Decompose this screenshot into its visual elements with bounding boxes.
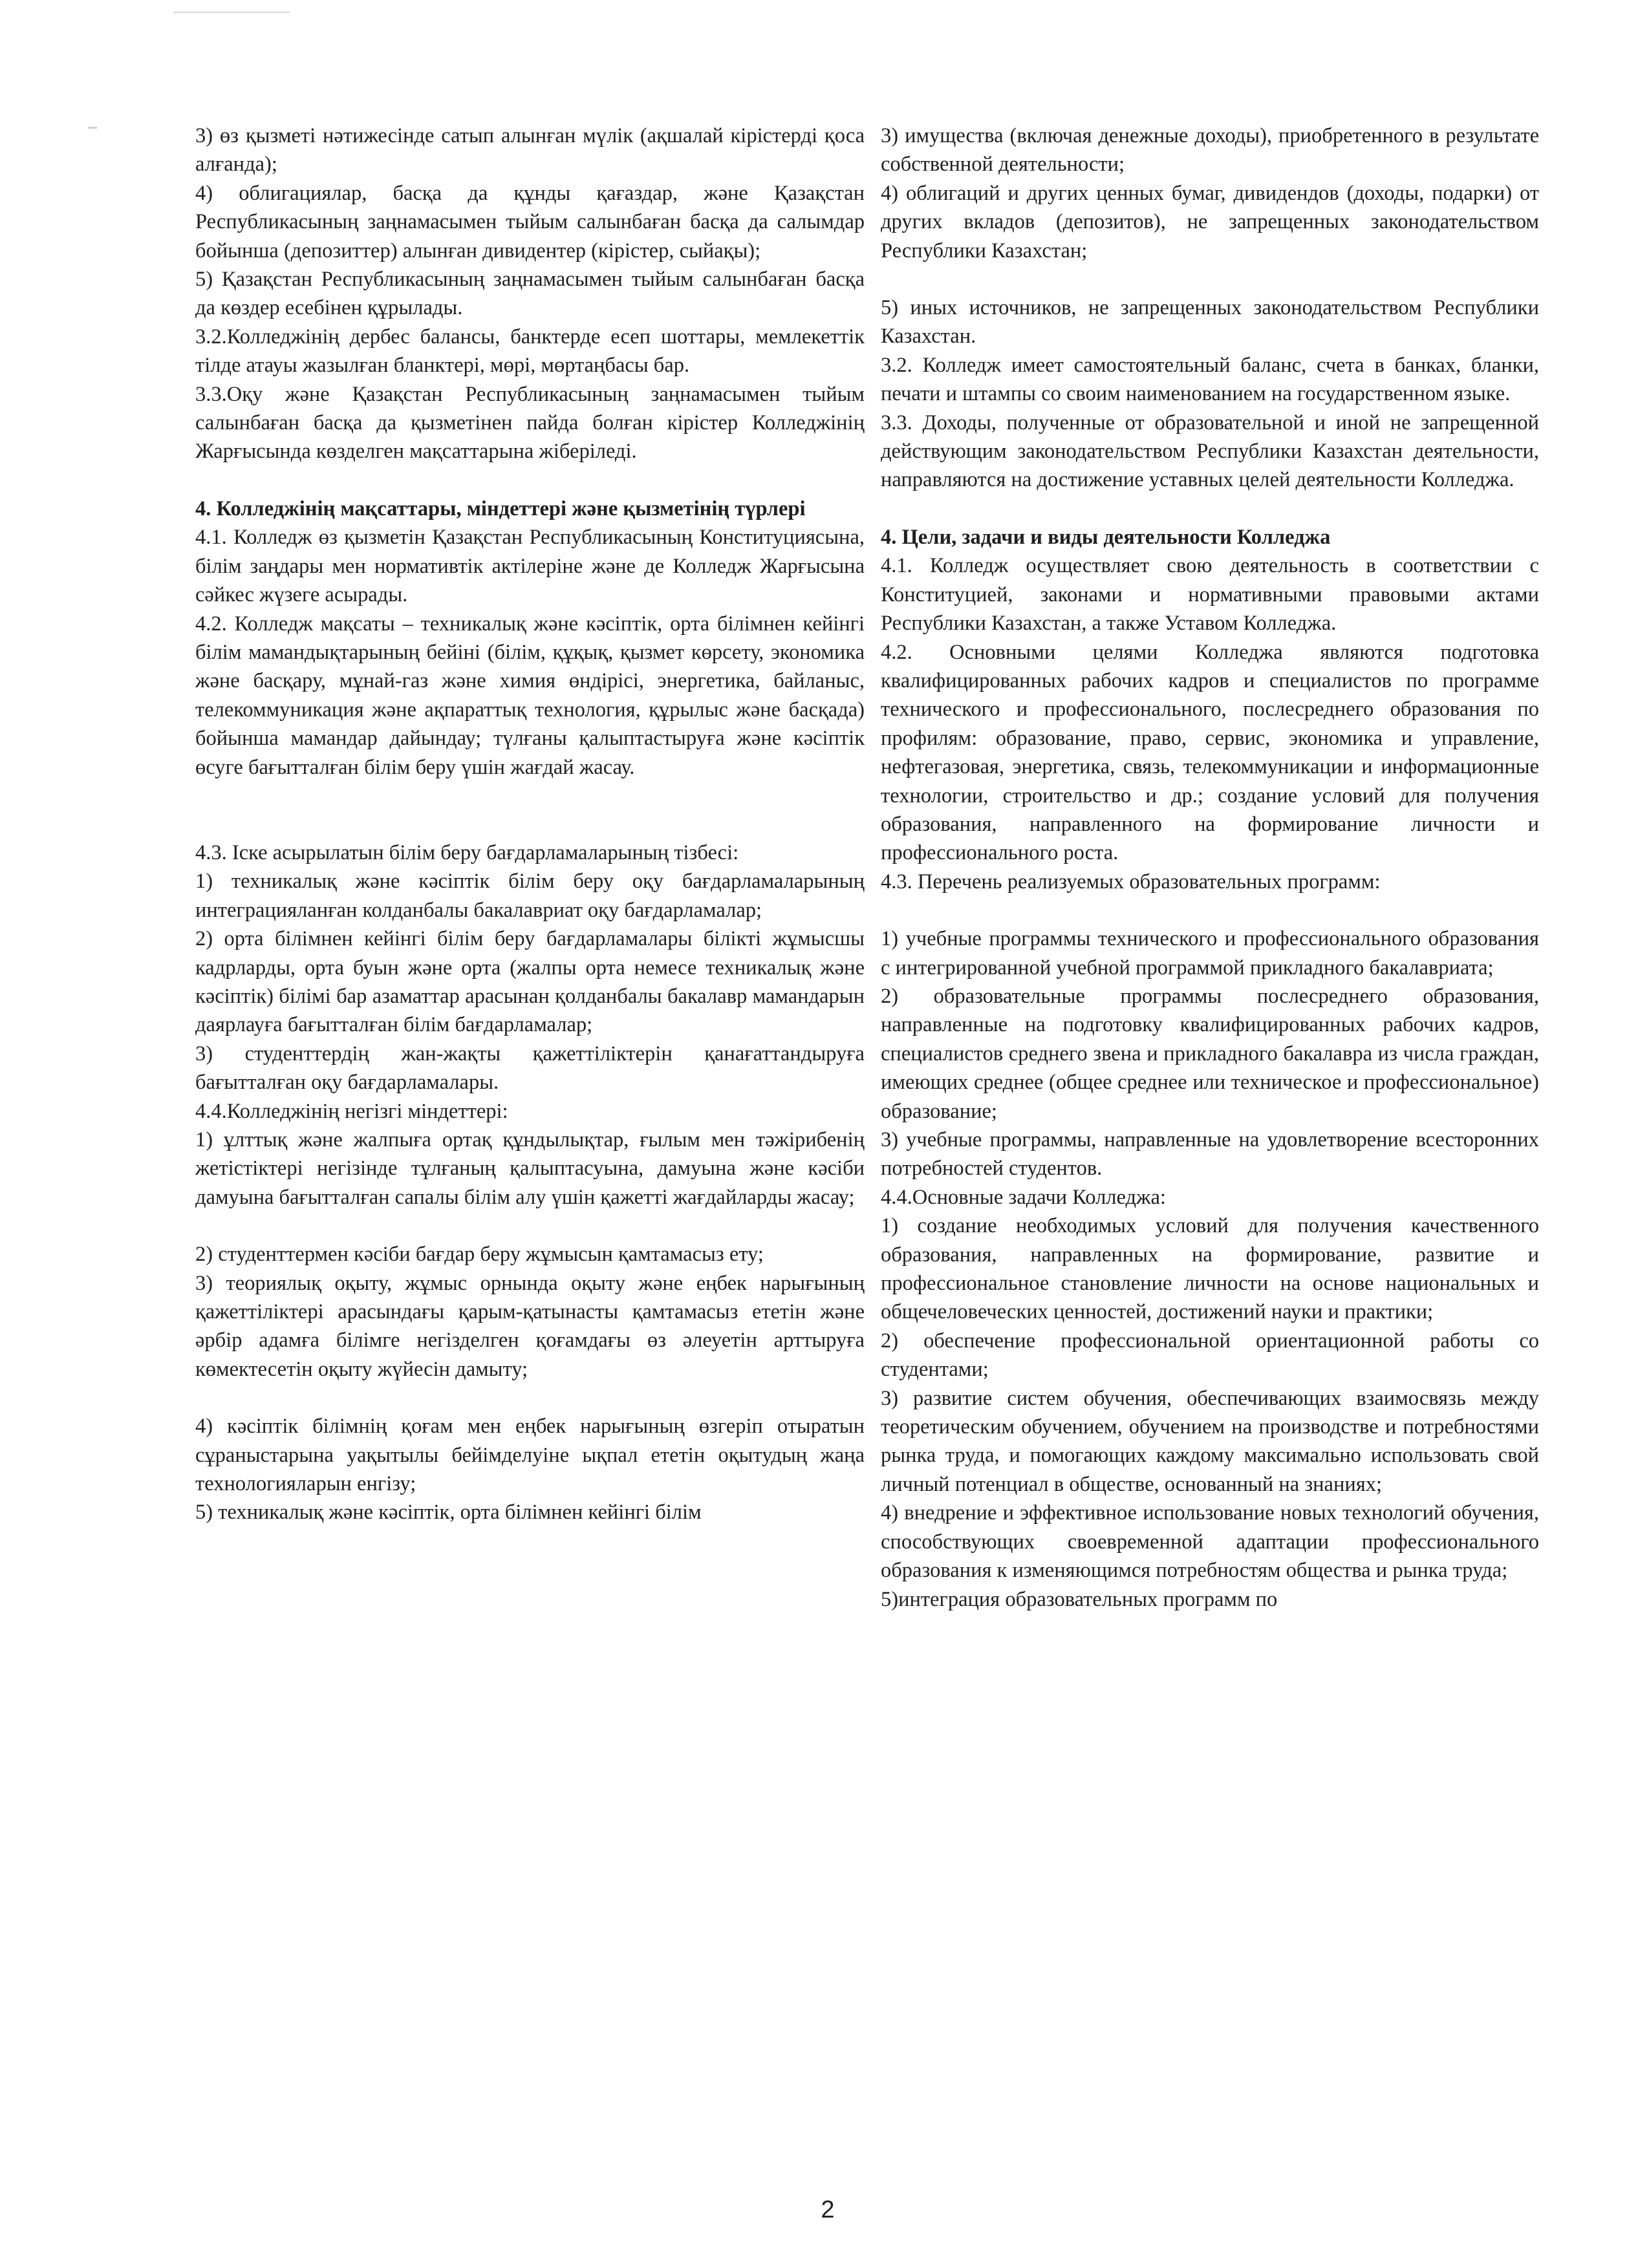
kk-paragraph: 4.2. Колледж мақсаты – техникалық және кәсіптік, орта білімнен кейінгі білім мамандықтарының бейіні (білім, құқық, қызмет көрсету, экономика және басқару, мұнай-газ және химия өндірісі, энергетика, байланыс, телекоммуникация және ақпараттық технология, құрылыс және басқада) бойынша мамандар дайындау; түлғаны қалыптастыруға және кәсіптік өсуге бағытталған білім беру үшін жағдай жасау.	[195, 612, 865, 779]
spacer	[195, 1212, 865, 1240]
kk-paragraph: 3) теориялық оқыту, жұмыс орнында оқыту және еңбек нарығының қажеттіліктері арасындағы қарым-қатынасты қамтамасыз ететін және әрбір адамға білімге негізделген қоғамдағы өз әлеуетін арттыруға көмектесетін оқыту жүйесін дамыту;	[195, 1271, 865, 1381]
ru-paragraph: 1) учебные программы технического и профессионального образования с интегрированной учебной программой прикладного бакалавриата;	[881, 927, 1539, 979]
kk-paragraph: 1) ұлттық және жалпыға ортақ құндылықтар, ғылым мен тәжірибенің жетістіктері негізінде тұлғаның қалыптасуына, дамуына және кәсіби дамуына бағытталған сапалы білім алу үшін қажетті жағдайларды жасау;	[195, 1128, 865, 1209]
spacer	[881, 265, 1539, 294]
kk-paragraph: 3) өз қызметі нәтижесінде сатып алынған мүлік (ақшалай кірістерді қоса алғанда);	[195, 124, 865, 177]
kk-paragraph: 3.2.Колледжінің дербес балансы, банктерде есеп шоттары, мемлекеттік тілде атауы жазылған бланктері, мөрі, мөртаңбасы бар.	[195, 325, 865, 378]
kk-paragraph: 4.1. Колледж өз қызметін Қазақстан Республикасының Конституциясына, білім заңдары мен нормативтік актілеріне және де Колледж Жарғысына сәйкес жүзеге асырады.	[195, 526, 865, 607]
scan-dust-mark	[88, 127, 97, 129]
russian-text-column	[881, 122, 1539, 1614]
kk-paragraph: 4) облигациялар, басқа да құнды қағаздар, және Қазақстан Республикасының заңнамасымен тыйым салынбаған басқа да салымдар бойынша (депозиттер) алынған дивидентер (кірістер, сыйақы);	[195, 181, 865, 262]
kk-paragraph: 2) орта білімнен кейінгі білім беру бағдарламалары білікті жұмысшы кадрларды, орта буын және орта (жалпы орта немесе техникалық және кәсіптік) білімі бар азаматтар арасынан қолданбалы бакалавр мамандарын даярлауға бағытталған білім бағдарламалар;	[195, 927, 865, 1037]
ru-paragraph: 5)интеграция образовательных программ по	[881, 1587, 1278, 1611]
ru-paragraph: 4) внедрение и эффективное использование новых технологий обучения, способствующих своевременной адаптации профессионального образования к изменяющимся потребностям общества и рынка труда;	[881, 1501, 1539, 1583]
spacer	[195, 1384, 865, 1412]
ru-paragraph: 3.3. Доходы, полученные от образовательной и иной не запрещенной действующим законодательством Республики Казахстан деятельности, направляются на достижение уставных целей деятельности Колледжа.	[881, 411, 1539, 492]
kk-paragraph: 5) Қазақстан Республикасының заңнамасымен тыйым салынбаған басқа да көздер есебінен құрылады.	[195, 268, 865, 320]
kk-paragraph: 4) кәсіптік білімнің қоғам мен еңбек нарығының өзгеріп отыратын сұраныстарына уақытылы бейімделуіне ықпал ететін оқытудың жаңа технологияларын енгізу;	[195, 1415, 865, 1496]
ru-paragraph: 3.2. Колледж имеет самостоятельный баланс, счета в банках, бланки, печати и штампы со своим наименованием на государственном языке.	[881, 353, 1539, 406]
ru-section-heading: 4. Цели, задачи и виды деятельности Колледжа	[881, 525, 1331, 549]
kk-paragraph: 3.3.Оқу және Қазақстан Республикасының заңнамасымен тыйым салынбаған басқа да қызметінен пайда болған кірістер Колледжінің Жарғысында көзделген мақсаттарына жіберіледі.	[195, 382, 865, 464]
page-number: 2	[821, 2196, 835, 2223]
ru-paragraph: 3) развитие систем обучения, обеспечивающих взаимосвязь между теоретическим обучением, обучением на производстве и потребностями рынка труда, и помогающих каждому максимально использовать свой личный потенциал в обществе, основанный на знаниях;	[881, 1386, 1539, 1496]
ru-paragraph: 4.3. Перечень реализуемых образовательных программ:	[881, 870, 1381, 893]
ru-paragraph: 3) имущества (включая денежные доходы), приобретенного в результате собственной деятельности;	[881, 124, 1539, 177]
spacer	[195, 782, 865, 839]
spacer	[195, 466, 865, 495]
ru-paragraph: 2) образовательные программы послесреднего образования, направленные на подготовку квалифицированных рабочих кадров, специалистов среднего звена и прикладного бакалавра из числа граждан, имеющих среднее (общее среднее или техническое и профессиональное) образование;	[881, 984, 1539, 1123]
kk-paragraph: 2) студенттермен кәсіби бағдар беру жұмысын қамтамасыз ету;	[195, 1243, 764, 1267]
kk-paragraph: 4.3. Іске асырылатын білім беру бағдарламаларының тізбесі:	[195, 840, 739, 864]
scan-edge-mark	[173, 12, 290, 13]
kk-section-heading: 4. Колледжінің мақсаттары, міндеттері және қызметінің түрлері	[195, 497, 806, 520]
kk-paragraph: 3) студенттердің жан-жақты қажеттіліктерін қанағаттандыруға бағытталған оқу бағдарламалары.	[195, 1042, 865, 1095]
ru-paragraph: 4.2. Основными целями Колледжа являются подготовка квалифицированных рабочих кадров и специалистов по программе технического и профессионального, послесреднего образования по профилям: образование, право, сервис, экономика и управление, нефтегазовая, энергетика, связь, телекоммуникации и информационные технологии, строительство и др.; создание условий для получения образования, направленного на формирование личности и профессионального роста.	[881, 640, 1539, 865]
spacer	[881, 495, 1539, 523]
ru-paragraph: 4.1. Колледж осуществляет свою деятельность в соответствии с Конституцией, законами и нормативными правовыми актами Республики Казахстан, а также Уставом Колледжа.	[881, 554, 1539, 636]
kazakh-text-column	[195, 122, 865, 1527]
kk-paragraph: 4.4.Колледжінің негізгі міндеттері:	[195, 1099, 508, 1123]
ru-paragraph: 2) обеспечение профессиональной ориентационной работы со студентами;	[881, 1329, 1539, 1382]
ru-paragraph: 1) создание необходимых условий для получения качественного образования, направленных на формирование, развитие и профессиональное становление личности на основе национальных и общечеловеческих ценностей, достижений науки и практики;	[881, 1214, 1539, 1324]
ru-paragraph: 4) облигаций и других ценных бумаг, дивидендов (доходы, подарки) от других вкладов (депозитов), не запрещенных законодательством Республики Казахстан;	[881, 181, 1539, 262]
ru-paragraph: 4.4.Основные задачи Колледжа:	[881, 1185, 1166, 1209]
ru-paragraph: 3) учебные программы, направленные на удовлетворение всесторонних потребностей студентов.	[881, 1128, 1539, 1181]
kk-paragraph: 1) техникалық және кәсіптік білім беру оқу бағдарламаларының интеграцияланған колданбалы бакалавриат оқу бағдарламалар;	[195, 870, 865, 922]
spacer	[881, 896, 1539, 925]
ru-paragraph: 5) иных источников, не запрещенных законодательством Республики Казахстан.	[881, 296, 1539, 348]
kk-paragraph: 5) техникалық және кәсіптік, орта білімнен кейінгі білім	[195, 1501, 702, 1524]
